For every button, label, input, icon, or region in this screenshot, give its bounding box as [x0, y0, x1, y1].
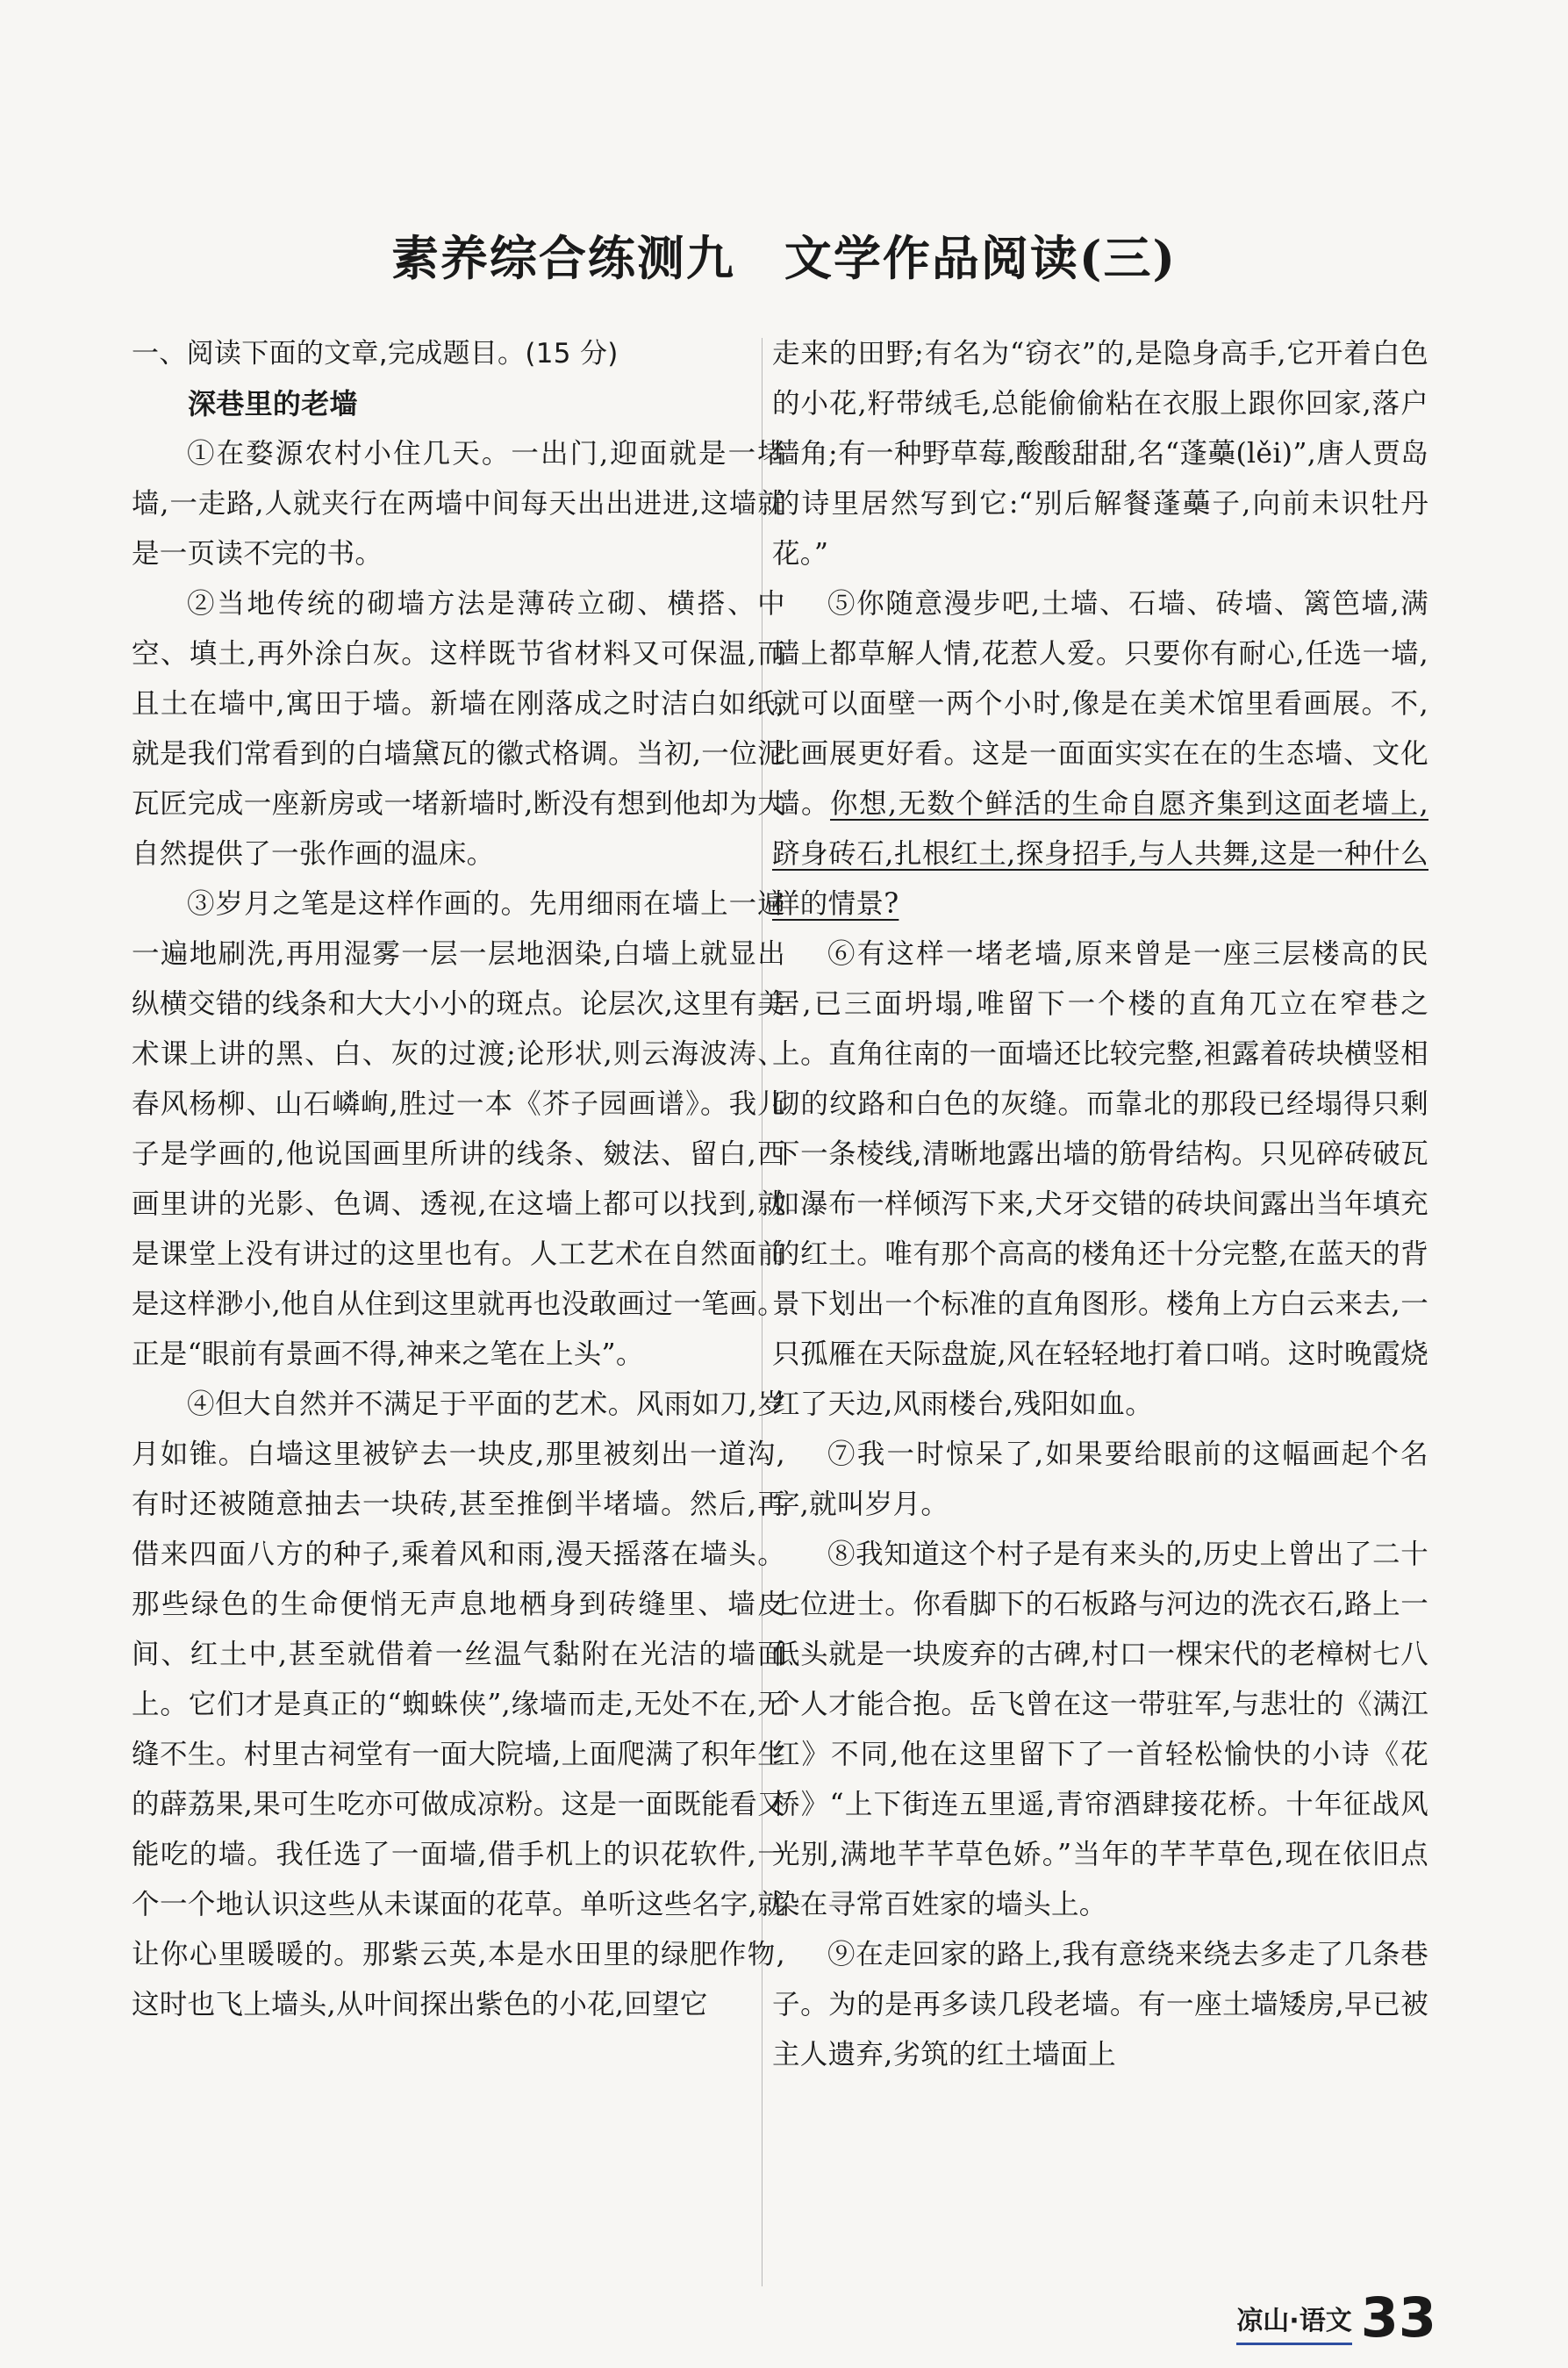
paragraph-8: ⑧我知道这个村子是有来头的,历史上曾出了二十七位进士。你看脚下的石板路与河边的洗衣石,路上一低头就是一块废弃的古碑,村口一棵宋代的老樟树七八个人才能合抱。岳飞曾在这一带驻军,与悲壮的《满江红》不同,他在这里留下了一首轻松愉快的小诗《花桥》“上下街连五里遥,青帘酒肆接花桥。十年征战风光别,满地芊芊草色娇。”当年的芊芊草色,现在依旧点染在寻常百姓家的墙头上。	[772, 1539, 1428, 1920]
right-column	[772, 329, 1428, 2080]
page-number: 33	[1360, 2285, 1436, 2350]
article-title: 深巷里的老墙	[188, 387, 358, 420]
paragraph-5	[772, 579, 1428, 929]
page-footer	[1236, 2285, 1436, 2350]
footer-label: 凉山·语文	[1236, 2299, 1351, 2345]
paragraph-5-text: ⑤你随意漫步吧,土墙、石墙、砖墙、篱笆墙,满墙上都草解人情,花惹人爱。只要你有耐心,任选一墙,就可以面壁一两个小时,像是在美术馆里看画展。不,比画展更好看。这是一面面实实在在的生态墙、文化墙。	[772, 588, 1428, 820]
paragraph-7: ⑦我一时惊呆了,如果要给眼前的这幅画起个名字,就叫岁月。	[772, 1439, 1428, 1520]
paragraph-1: ①在婺源农村小住几天。一出门,迎面就是一堵墙,一走路,人就夹行在两墙中间每天出出进进,这墙就是一页读不完的书。	[132, 438, 785, 570]
underlined-sentence: 你想,无数个鲜活的生命自愿齐集到这面老墙上,跻身砖石,扎根红土,探身招手,与人共舞,这是一种什么样的情景?	[772, 788, 1428, 920]
paragraph-9: ⑨在走回家的路上,我有意绕来绕去多走了几条巷子。为的是再多读几段老墙。有一座土墙矮房,早已被主人遗弃,劣筑的红土墙面上	[772, 1939, 1428, 2070]
left-column	[132, 329, 785, 2030]
paragraph-4-continued: 走来的田野;有名为“窃衣”的,是隐身高手,它开着白色的小花,籽带绒毛,总能偷偷粘在衣服上跟你回家,落户墙角;有一种野草莓,酸酸甜甜,名“蓬蘽(lěi)”,唐人贾岛的诗里居然写到它:“别后解餐蓬蘽子,向前未识牡丹花。”	[772, 338, 1428, 570]
page-title: 素养综合练测九 文学作品阅读(三)	[390, 230, 1178, 286]
question-heading: 一、阅读下面的文章,完成题目。(15 分)	[132, 338, 619, 370]
paragraph-4: ④但大自然并不满足于平面的艺术。风雨如刀,岁月如锥。白墙这里被铲去一块皮,那里被刻出一道沟,有时还被随意抽去一块砖,甚至推倒半堵墙。然后,再借来四面八方的种子,乘着风和雨,漫天摇落在墙头。那些绿色的生命便悄无声息地栖身到砖缝里、墙皮间、红土中,甚至就借着一丝温气黏附在光洁的墙面上。它们才是真正的“蜘蛛侠”,缘墙而走,无处不在,无缝不生。村里古祠堂有一面大院墙,上面爬满了积年生的薜荔果,果可生吃亦可做成凉粉。这是一面既能看又能吃的墙。我任选了一面墙,借手机上的识花软件,一个一个地认识这些从未谋面的花草。单听这些名字,就让你心里暖暖的。那紫云英,本是水田里的绿肥作物,这时也飞上墙头,从叶间探出紫色的小花,回望它	[132, 1389, 785, 2020]
paragraph-6: ⑥有这样一堵老墙,原来曾是一座三层楼高的民居,已三面坍塌,唯留下一个楼的直角兀立在窄巷之上。直角往南的一面墙还比较完整,袒露着砖块横竖相砌的纹路和白色的灰缝。而靠北的那段已经塌得只剩下一条棱线,清晰地露出墙的筋骨结构。只见碎砖破瓦如瀑布一样倾泻下来,犬牙交错的砖块间露出当年填充的红土。唯有那个高高的楼角还十分完整,在蓝天的背景下划出一个标准的直角图形。楼角上方白云来去,一只孤雁在天际盘旋,风在轻轻地打着口哨。这时晚霞烧红了天边,风雨楼台,残阳如血。	[772, 938, 1428, 1420]
paragraph-3: ③岁月之笔是这样作画的。先用细雨在墙上一遍一遍地刷洗,再用湿雾一层一层地洇染,白墙上就显出纵横交错的线条和大大小小的斑点。论层次,这里有美术课上讲的黑、白、灰的过渡;论形状,则云海波涛、春风杨柳、山石嶙峋,胜过一本《芥子园画谱》。我儿子是学画的,他说国画里所讲的线条、皴法、留白,西画里讲的光影、色调、透视,在这墙上都可以找到,就是课堂上没有讲过的这里也有。人工艺术在自然面前是这样渺小,他自从住到这里就再也没敢画过一笔画。正是“眼前有景画不得,神来之笔在上头”。	[132, 888, 785, 1370]
paragraph-2: ②当地传统的砌墙方法是薄砖立砌、横搭、中空、填土,再外涂白灰。这样既节省材料又可保温,而且土在墙中,寓田于墙。新墙在刚落成之时洁白如纸,就是我们常看到的白墙黛瓦的徽式格调。当初,一位泥瓦匠完成一座新房或一堵新墙时,断没有想到他却为大自然提供了一张作画的温床。	[132, 588, 785, 870]
